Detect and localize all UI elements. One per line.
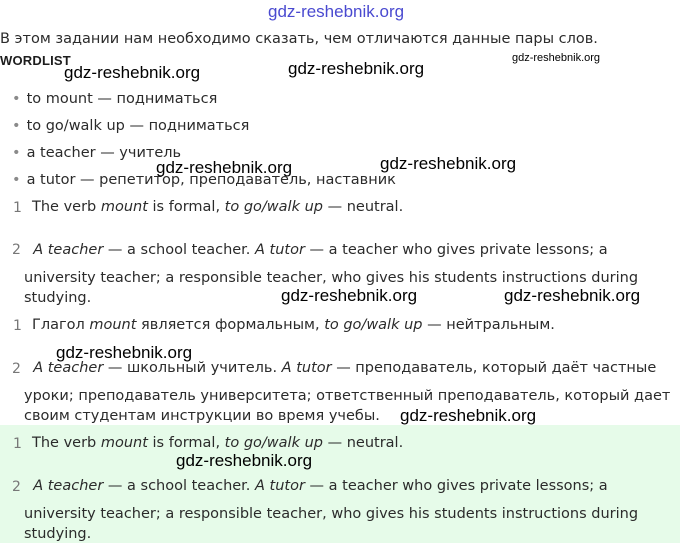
task-intro: В этом задании нам необходимо сказать, чем отличаются данные пары слов. [0, 31, 598, 47]
wordlist-item: • a teacher — учитель [12, 145, 182, 161]
watermark: gdz-reshebnik.org [56, 343, 193, 362]
watermark: gdz-reshebnik.org [512, 52, 601, 64]
answer-1-ru: Глагол mount является формальным, to go/walk up — нейтральным. [32, 317, 555, 333]
watermark: gdz-reshebnik.org [504, 286, 641, 305]
watermark: gdz-reshebnik.org [156, 158, 293, 177]
bullet-icon: • [12, 118, 21, 134]
answer-number: 1 [13, 200, 22, 216]
watermark: gdz-reshebnik.org [288, 59, 425, 78]
answer-2-ru: A teacher — школьный учитель. A tutor — преподаватель, который даёт частные уроки; преподаватель университета; ответственный преподаватель, который дает своим студентам инструкции во время учебы. [24, 360, 671, 424]
wordlist-item: • to mount — подниматься [12, 91, 218, 107]
answer-number: 2 [12, 361, 21, 377]
watermark: gdz-reshebnik.org [281, 286, 418, 305]
watermark: gdz-reshebnik.org [176, 451, 313, 470]
answer-number: 1 [13, 436, 22, 452]
watermark: gdz-reshebnik.org [380, 154, 517, 173]
wordlist-item: • a tutor — репетитор, преподаватель, наставник [12, 172, 396, 188]
answer-2-en: A teacher — a school teacher. A tutor — a teacher who gives private lessons; a university teacher; a responsible teacher, who gives his students instructions during studying. [24, 242, 639, 306]
watermark-top: gdz-reshebnik.org [268, 2, 405, 21]
bullet-icon: • [12, 172, 21, 188]
watermark: gdz-reshebnik.org [64, 63, 201, 82]
answer-number: 1 [13, 318, 22, 334]
bullet-icon: • [12, 145, 21, 161]
answer-1-en-highlighted: The verb mount is formal, to go/walk up — neutral. [32, 435, 404, 451]
wordlist-item: • to go/walk up — подниматься [12, 118, 250, 134]
watermark: gdz-reshebnik.org [400, 406, 537, 425]
wordlist-heading: WORDLIST [0, 53, 71, 68]
answer-number: 2 [12, 242, 21, 258]
answer-2-en-highlighted: A teacher — a school teacher. A tutor — a teacher who gives private lessons; a university teacher; a responsible teacher, who gives his students instructions during studying. [24, 478, 639, 542]
answer-1-en: The verb mount is formal, to go/walk up — neutral. [32, 199, 404, 215]
bullet-icon: • [12, 91, 21, 107]
answer-number: 2 [12, 479, 21, 495]
